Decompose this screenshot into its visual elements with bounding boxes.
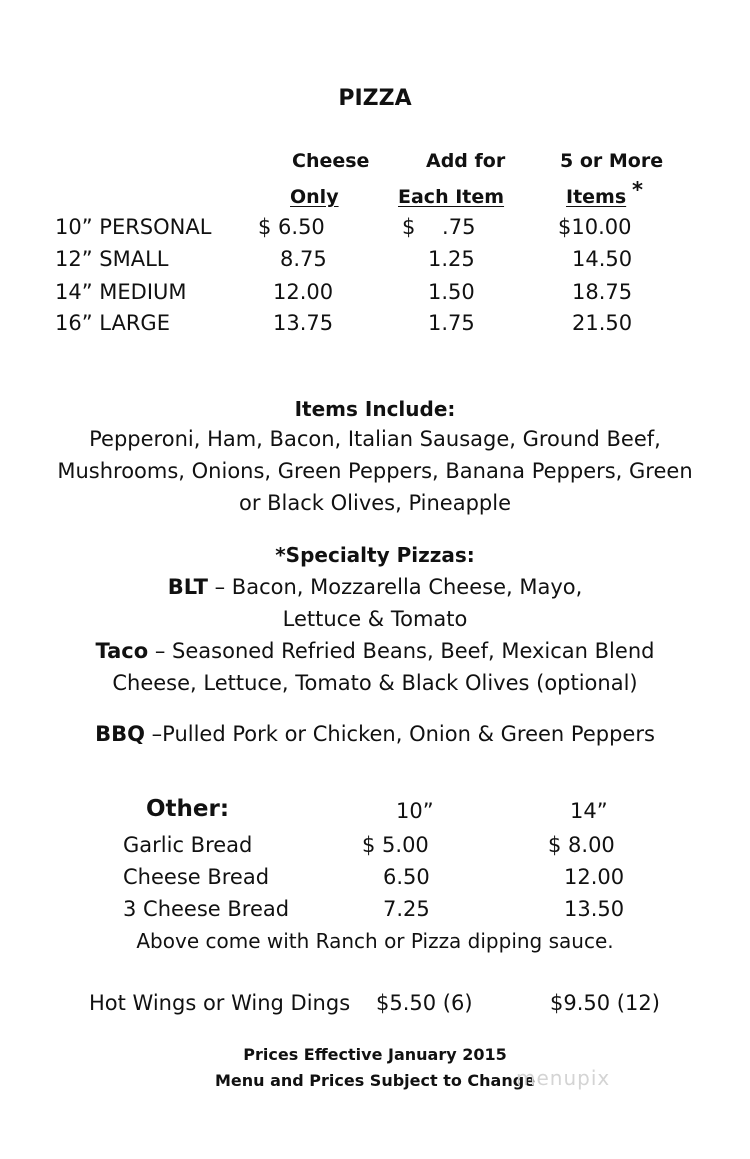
other-heading: Other: xyxy=(146,796,230,822)
header-add-for: Add for xyxy=(426,150,506,172)
specialty-name: BBQ xyxy=(95,722,145,746)
wings-price-12: $9.50 (12) xyxy=(550,991,660,1015)
cheese-price: 13.75 xyxy=(273,311,334,335)
header-cheese: Cheese xyxy=(292,150,370,172)
item-name: Cheese Bread xyxy=(123,865,270,889)
specialty-heading: *Specialty Pizzas: xyxy=(275,543,475,567)
other-col-14: 14” xyxy=(570,799,608,823)
size-label: 16” LARGE xyxy=(55,311,170,335)
price-10: $ 5.00 xyxy=(362,833,429,857)
specialty-bbq: BBQ –Pulled Pork or Chicken, Onion & Green Peppers xyxy=(95,722,655,746)
specialty-taco: Taco – Seasoned Refried Beans, Beef, Mexican Blend xyxy=(95,639,655,663)
size-label: 14” MEDIUM xyxy=(55,280,187,304)
item-name: 3 Cheese Bread xyxy=(123,897,290,921)
specialty-blt: BLT – Bacon, Mozzarella Cheese, Mayo, xyxy=(167,575,583,599)
each-item-price: 1.25 xyxy=(428,247,475,271)
page-title: PIZZA xyxy=(338,86,412,111)
price-14: 13.50 xyxy=(564,897,625,921)
items-include-line: Mushrooms, Onions, Green Peppers, Banana Peppers, Green xyxy=(57,459,693,483)
header-only: Only xyxy=(290,186,339,208)
five-items-price: $10.00 xyxy=(558,215,632,239)
wings-name: Hot Wings or Wing Dings xyxy=(89,991,351,1015)
cheese-price: 12.00 xyxy=(273,280,334,304)
items-include-heading: Items Include: xyxy=(294,397,456,421)
specialty-name: BLT xyxy=(167,575,208,599)
specialty-marker: * xyxy=(632,178,643,202)
other-col-10: 10” xyxy=(396,799,434,823)
header-five-or-more: 5 or More xyxy=(560,150,664,172)
wings-price-6: $5.50 (6) xyxy=(376,991,473,1015)
item-name: Garlic Bread xyxy=(123,833,253,857)
price-10: 6.50 xyxy=(383,865,430,889)
items-include-line: or Black Olives, Pineapple xyxy=(238,491,512,515)
price-10: 7.25 xyxy=(383,897,430,921)
dipping-note: Above come with Ranch or Pizza dipping sauce. xyxy=(136,929,614,953)
cheese-price: $ 6.50 xyxy=(258,215,325,239)
five-items-price: 21.50 xyxy=(572,311,633,335)
size-label: 10” PERSONAL xyxy=(55,215,212,239)
specialty-name: Taco xyxy=(95,639,149,663)
five-items-price: 18.75 xyxy=(572,280,633,304)
header-items: Items xyxy=(566,186,627,208)
footer-subject-to-change: Menu and Prices Subject to Change xyxy=(214,1071,536,1090)
size-label: 12” SMALL xyxy=(55,247,169,271)
header-each-item: Each Item xyxy=(398,186,505,208)
specialty-taco-line2: Cheese, Lettuce, Tomato & Black Olives (optional) xyxy=(112,671,638,695)
specialty-blt-line2: Lettuce & Tomato xyxy=(282,607,468,631)
each-item-price: 1.75 xyxy=(428,311,475,335)
each-item-price: $ .75 xyxy=(402,215,476,239)
cheese-price: 8.75 xyxy=(280,247,327,271)
watermark-logo: menupix xyxy=(516,1066,611,1090)
five-items-price: 14.50 xyxy=(572,247,633,271)
each-item-price: 1.50 xyxy=(428,280,475,304)
price-14: $ 8.00 xyxy=(548,833,615,857)
price-14: 12.00 xyxy=(564,865,625,889)
items-include-line: Pepperoni, Ham, Bacon, Italian Sausage, Ground Beef, xyxy=(89,427,661,451)
footer-effective-date: Prices Effective January 2015 xyxy=(243,1045,507,1064)
